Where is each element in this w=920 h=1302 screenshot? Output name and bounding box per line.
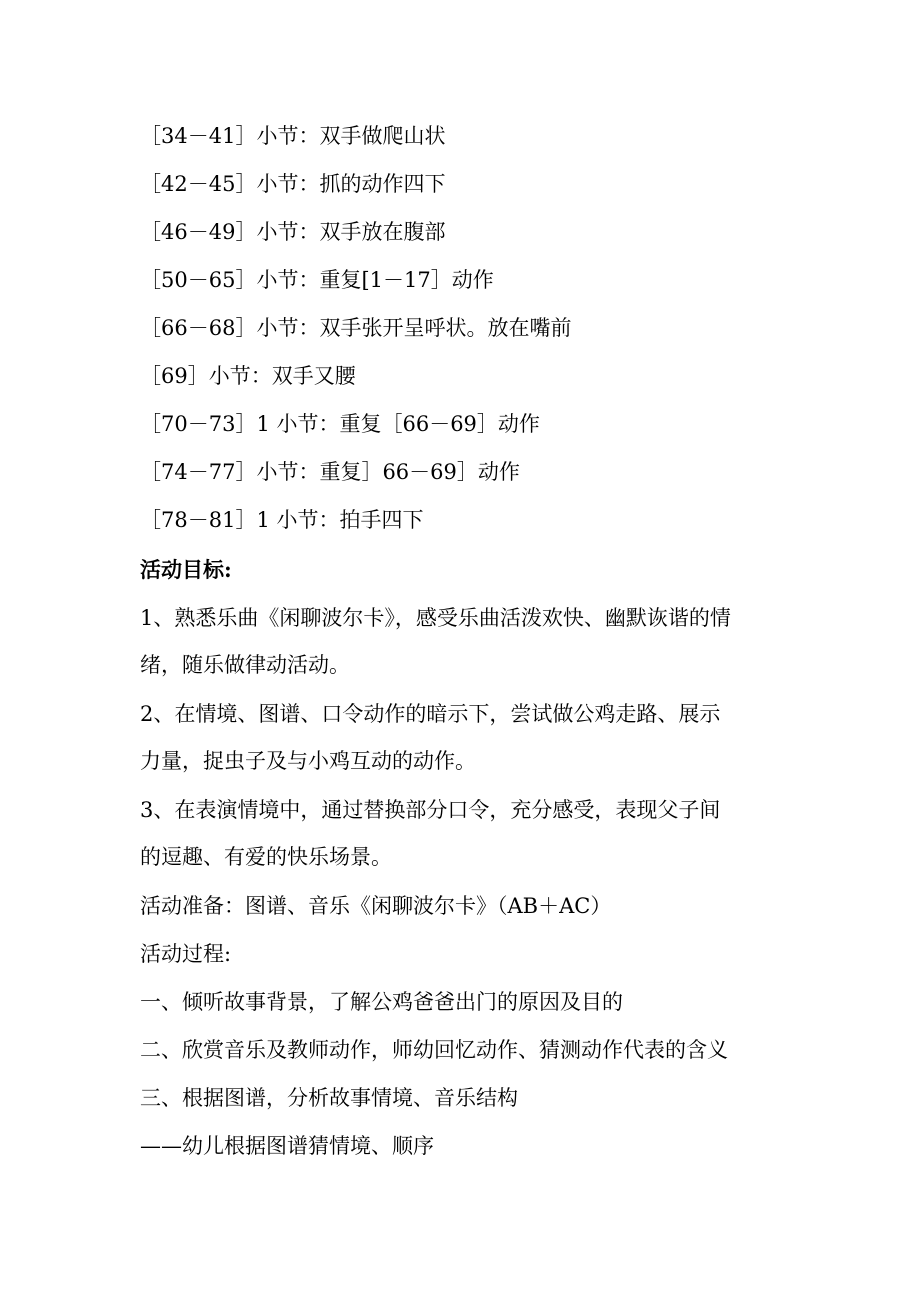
schedule-line: ［34－41］小节：双手做爬山状: [140, 124, 446, 148]
goals-heading: 活动目标:: [140, 557, 232, 582]
process-step: 二、欣赏音乐及教师动作，师幼回忆动作、猜测动作代表的含义: [140, 1038, 728, 1062]
schedule-line: ［74－77］小节：重复］66－69］动作: [140, 460, 520, 484]
preparation-line: 活动准备：图谱、音乐《闲聊波尔卡》（AB＋AC）: [140, 894, 612, 918]
schedule-line: ［46－49］小节：双手放在腹部: [140, 220, 446, 244]
process-step: 三、根据图谱，分析故事情境、音乐结构: [140, 1086, 518, 1110]
goal-item-3-line-2: 的逗趣、有爱的快乐场景。: [140, 845, 392, 869]
goal-item-2-line-2: 力量，捉虫子及与小鸡互动的动作。: [140, 749, 476, 773]
schedule-line: ［42－45］小节：抓的动作四下: [140, 172, 446, 196]
schedule-line: ［78－81］1 小节：拍手四下: [140, 508, 424, 532]
schedule-line: ［50－65］小节：重复[1－17］动作: [140, 268, 494, 292]
goal-item-3-line-1: 3、在表演情境中，通过替换部分口令，充分感受，表现父子间: [140, 798, 721, 822]
process-substep: ——幼儿根据图谱猜情境、顺序: [140, 1134, 434, 1158]
goal-item-2-line-1: 2、在情境、图谱、口令动作的暗示下，尝试做公鸡走路、展示: [140, 702, 721, 726]
goal-item-1-line-1: 1、熟悉乐曲《闲聊波尔卡》，感受乐曲活泼欢快、幽默诙谐的情: [140, 606, 731, 630]
process-heading: 活动过程:: [140, 942, 232, 966]
schedule-line: ［70－73］1 小节：重复［66－69］动作: [140, 412, 540, 436]
goal-item-1-line-2: 绪，随乐做律动活动。: [140, 653, 350, 677]
schedule-line: ［66－68］小节：双手张开呈呼状。放在嘴前: [140, 316, 572, 340]
process-step: 一、倾听故事背景，了解公鸡爸爸出门的原因及目的: [140, 990, 623, 1014]
schedule-line: ［69］小节：双手又腰: [140, 364, 356, 388]
